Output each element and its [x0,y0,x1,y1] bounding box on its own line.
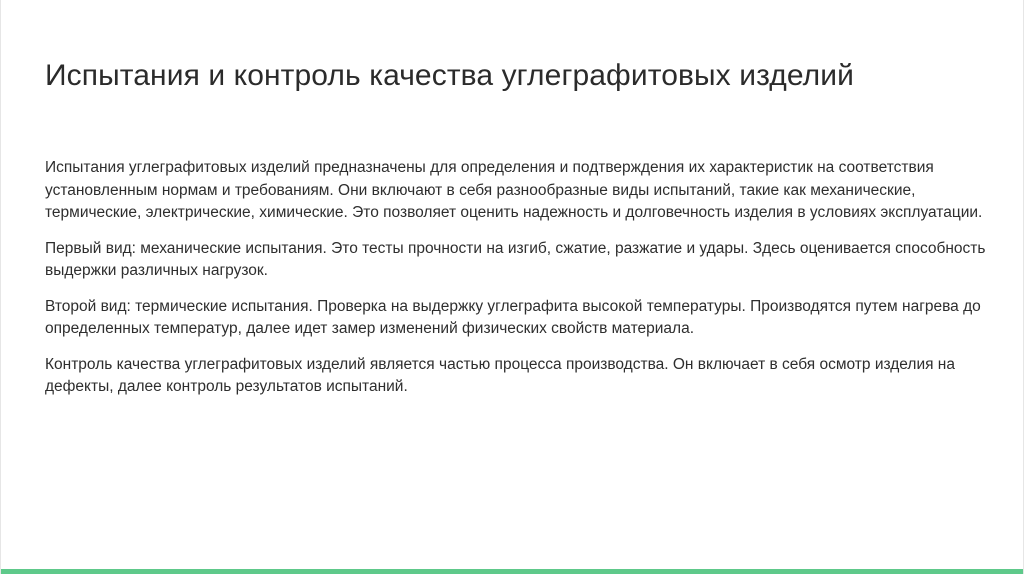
slide-body [45,157,995,412]
paragraph-intro: Испытания углеграфитовых изделий предназначены для определения и подтверждения их характеристик на соответствия установленным нормам и требованиям. Они включают в себя разнообразные виды испытаний, такие как механические, термические, электрические, химические. Это позволяет оценить надежность и долговечность изделия в условиях эксплуатации. [45,159,983,221]
paragraph-thermal-tests: Второй вид: термические испытания. Проверка на выдержку углеграфита высокой температуры. Производятся путем нагрева до определенных температур, далее идет замер изменений физических свойств материала. [45,297,981,337]
accent-bottom-bar [1,569,1023,574]
slide-title: Испытания и контроль качества углеграфитовых изделий [45,59,854,92]
paragraph-mechanical-tests: Первый вид: механические испытания. Это тесты прочности на изгиб, сжатие, разжатие и удары. Здесь оценивается способность выдержки различных нагрузок. [45,239,986,279]
paragraph-quality-control: Контроль качества углеграфитовых изделий является частью процесса производства. Он включает в себя осмотр изделия на дефекты, далее контроль результатов испытаний. [45,355,955,395]
